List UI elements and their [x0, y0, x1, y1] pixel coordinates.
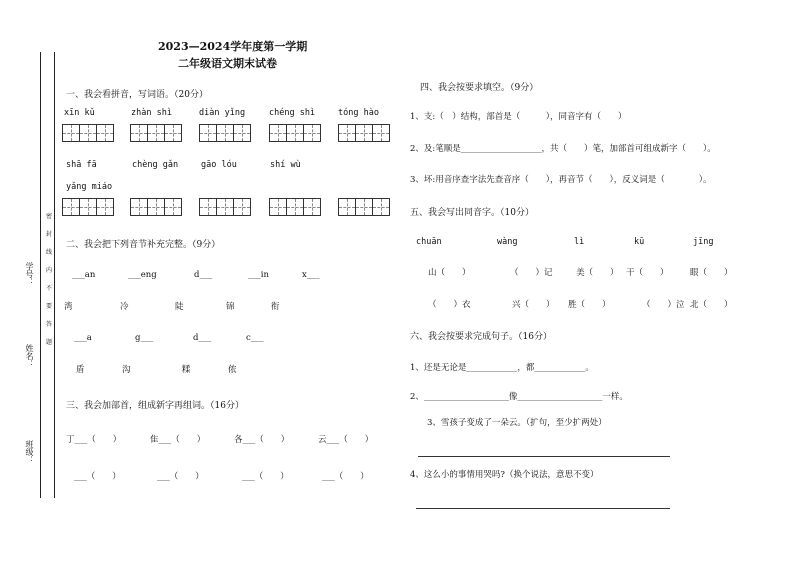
hanzi: 衔: [271, 302, 280, 312]
seal-char: 密: [45, 213, 52, 220]
syllable-blank[interactable]: ___eng: [128, 270, 157, 280]
syllable-blank[interactable]: d___: [194, 270, 213, 280]
homophone-item[interactable]: 干（ ）: [626, 268, 669, 278]
section4-heading: 四、我会按要求填空。（9分）: [420, 83, 539, 93]
homophone-item[interactable]: （ ）记: [510, 268, 553, 278]
section2-heading: 二、我会把下列音节补充完整。（9分）: [66, 240, 221, 250]
radical-item[interactable]: 隹___（ ）: [150, 435, 206, 445]
section3-heading: 三、我会加部首，组成新字再组词。（16分）: [66, 401, 244, 411]
syllable-blank[interactable]: ___in: [248, 270, 269, 280]
write-grid[interactable]: [338, 198, 389, 216]
seal-char: 封: [45, 231, 52, 238]
pinyin-label: jīng: [693, 237, 714, 247]
binding-line-left: [40, 52, 41, 498]
pinyin-label: gāo lóu: [201, 160, 237, 170]
exam-subtitle: 二年级语文期末试卷: [178, 57, 277, 70]
answer-line-4[interactable]: [416, 508, 670, 509]
seal-char: 不: [45, 285, 52, 292]
homophone-item[interactable]: 山（ ）: [428, 268, 471, 278]
fill-question-1[interactable]: 1、支:（ ）结构，部首是（ ），同音字有（ ）: [410, 112, 627, 122]
write-grid[interactable]: [269, 198, 320, 216]
class-label: 班级：: [25, 440, 34, 464]
write-grid[interactable]: [269, 124, 320, 142]
pinyin-label: chuān: [416, 237, 442, 247]
binding-line-right: [54, 52, 55, 498]
fill-question-2[interactable]: 2、及:笔顺是___________________，共（ ）笔，加部首可组成新字（ ）。: [410, 144, 716, 154]
pinyin-label: yǎng miáo: [66, 182, 113, 192]
pinyin-label: shí wù: [270, 160, 301, 170]
pinyin-label: kū: [634, 237, 645, 247]
hanzi: 糅: [182, 365, 191, 375]
section5-heading: 五、我会写出同音字。（10分）: [410, 208, 534, 218]
write-grid[interactable]: [62, 124, 113, 142]
hanzi: 湾: [64, 302, 73, 312]
pinyin-label: tóng hào: [338, 108, 379, 118]
write-grid[interactable]: [130, 198, 181, 216]
write-grid[interactable]: [338, 124, 389, 142]
hanzi: 盾: [76, 365, 85, 375]
answer-line-3[interactable]: [418, 456, 670, 457]
seal-char: 答: [45, 321, 52, 328]
homophone-item[interactable]: （ ）泣: [642, 300, 685, 310]
homophone-item[interactable]: 兴（ ）: [512, 300, 555, 310]
pinyin-label: wàng: [497, 237, 518, 247]
write-grid[interactable]: [130, 124, 181, 142]
syllable-blank[interactable]: g___: [135, 333, 154, 343]
pinyin-label: zhàn shì: [131, 108, 172, 118]
seal-char: 题: [45, 339, 52, 346]
pinyin-label: shā fā: [66, 160, 97, 170]
hanzi: 沟: [122, 365, 131, 375]
write-grid[interactable]: [62, 198, 113, 216]
radical-item[interactable]: ___（ ）: [242, 472, 289, 482]
number-label: 学号：: [25, 262, 34, 286]
seal-char: 要: [45, 303, 52, 310]
syllable-blank[interactable]: ___an: [72, 270, 96, 280]
fill-question-3[interactable]: 3、坏:用音序查字法先查音序（ ），再音节（ ），反义词是（ ）。: [410, 175, 712, 185]
radical-item[interactable]: ___（ ）: [74, 472, 121, 482]
hanzi: 冷: [120, 302, 129, 312]
seal-char: 内: [45, 267, 52, 274]
pinyin-label: chèng gǎn: [132, 160, 179, 170]
section1-heading: 一、我会看拼音，写词语。（20分）: [66, 90, 208, 100]
radical-item[interactable]: 丁___（ ）: [66, 435, 122, 445]
radical-item[interactable]: 各___（ ）: [234, 435, 290, 445]
sentence-question-3: 3、雪孩子变成了一朵云。（扩句，至少扩两处）: [427, 418, 607, 428]
radical-item[interactable]: 云___（ ）: [318, 435, 374, 445]
hanzi: 侬: [228, 365, 237, 375]
seal-char: 线: [45, 249, 52, 256]
homophone-item[interactable]: 美（ ）: [576, 268, 619, 278]
hanzi: 陡: [175, 302, 184, 312]
pinyin-label: chéng shì: [269, 108, 316, 118]
exam-title: 2023—2024学年度第一学期: [158, 40, 308, 53]
homophone-item[interactable]: 胜（ ）: [568, 300, 611, 310]
sentence-question-1[interactable]: 1、还是无论是____________，都____________。: [410, 363, 594, 373]
radical-item[interactable]: ___（ ）: [322, 472, 369, 482]
sentence-question-4: 4、这么小的事情用哭吗?（换个说法，意思不变）: [410, 470, 599, 480]
write-grid[interactable]: [199, 124, 250, 142]
section6-heading: 六、我会按要求完成句子。（16分）: [410, 332, 552, 342]
name-label: 姓名：: [25, 344, 34, 368]
write-grid[interactable]: [199, 198, 250, 216]
syllable-blank[interactable]: ___a: [74, 333, 92, 343]
homophone-item[interactable]: （ ）衣: [428, 300, 471, 310]
homophone-item[interactable]: 北（ ）: [690, 300, 733, 310]
sentence-question-2[interactable]: 2、____________________像____________________一样。: [410, 392, 628, 402]
syllable-blank[interactable]: x___: [302, 270, 320, 280]
pinyin-label: diàn yǐng: [199, 108, 246, 118]
homophone-item[interactable]: 眼（ ）: [690, 268, 733, 278]
radical-item[interactable]: ___（ ）: [157, 472, 204, 482]
pinyin-label: xīn kǔ: [64, 108, 95, 118]
pinyin-label: lì: [574, 237, 585, 247]
syllable-blank[interactable]: c___: [246, 333, 264, 343]
syllable-blank[interactable]: d___: [193, 333, 212, 343]
hanzi: 锦: [226, 302, 235, 312]
